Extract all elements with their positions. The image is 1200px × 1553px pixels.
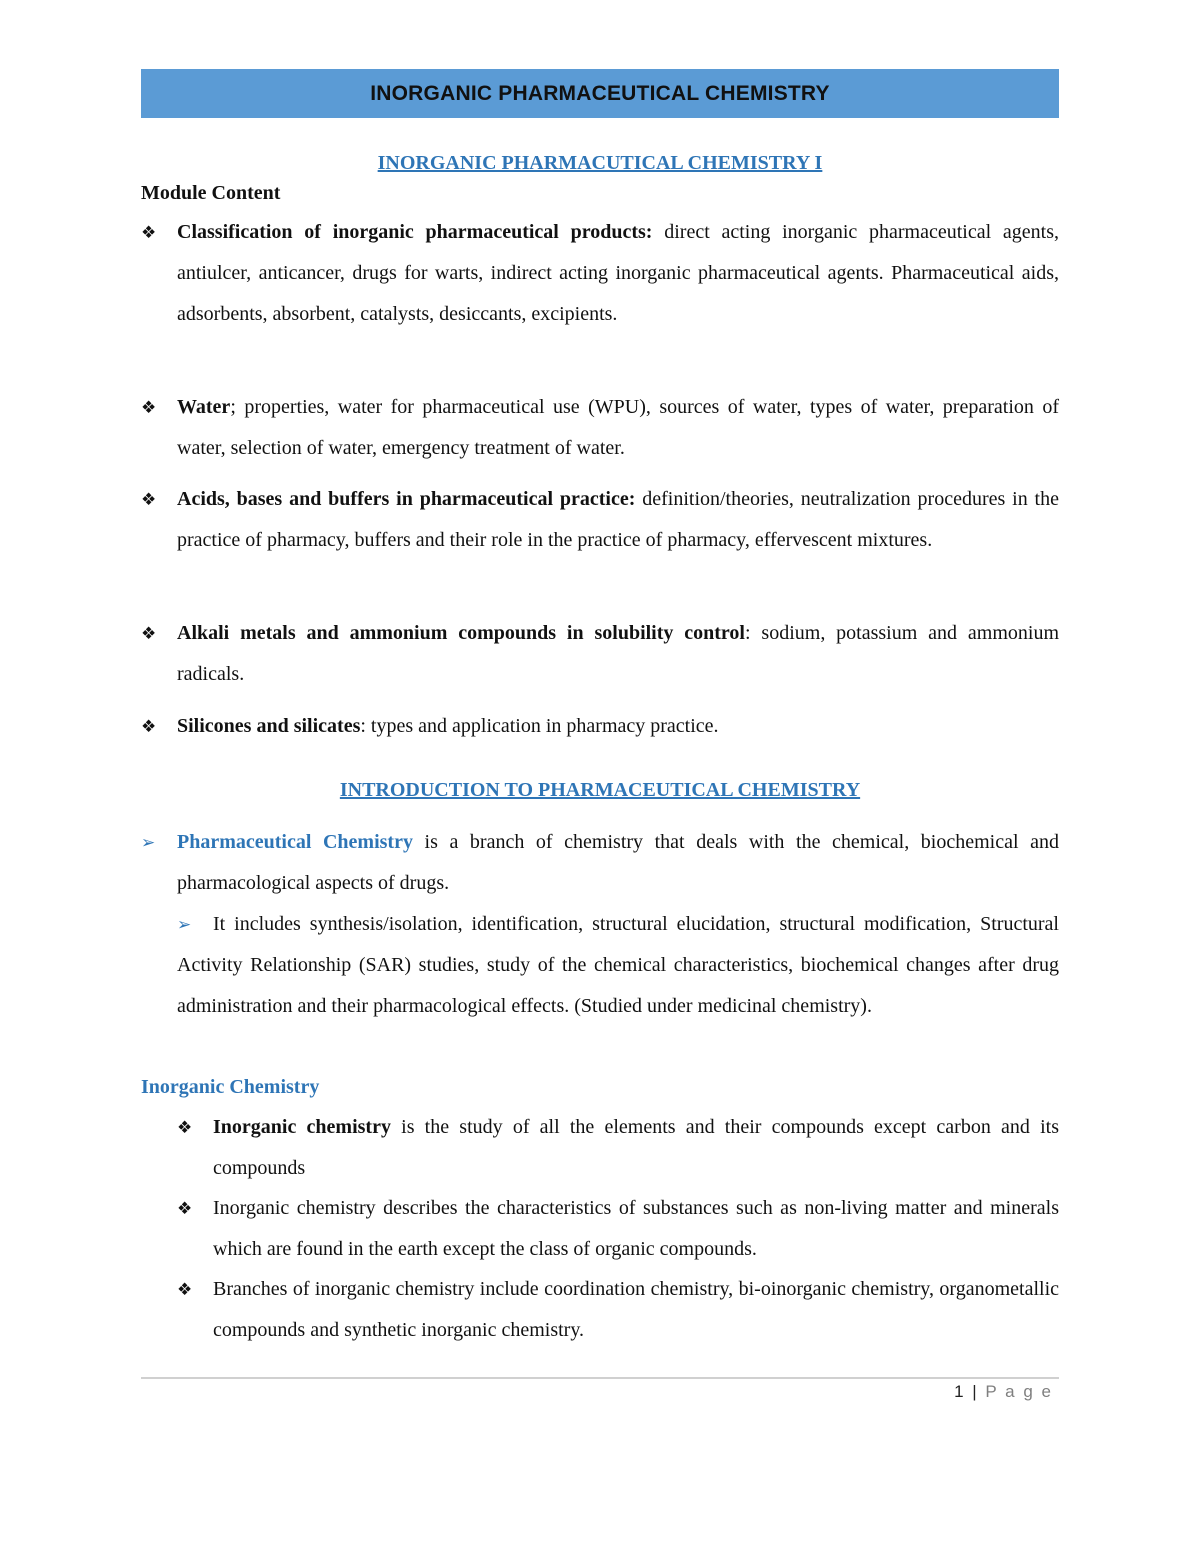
item-bold: Alkali metals and ammonium compounds in solubility control — [177, 622, 745, 644]
item-text: : types and application in pharmacy practice. — [360, 715, 719, 737]
section1-title: INORGANIC PHARMACUTICAL CHEMISTRY I — [377, 152, 823, 174]
list-item — [177, 904, 1059, 1027]
list-item — [141, 706, 1059, 747]
item-bold: Pharmaceutical Chemistry — [177, 831, 413, 853]
diamond-bullet-icon: ❖ — [141, 490, 157, 509]
diamond-bullet-icon: ❖ — [141, 223, 157, 242]
page-footer — [954, 1382, 1053, 1402]
list-item — [177, 1188, 1059, 1270]
item-text: is a branch of chemistry that deals with the chemical, biochemical and pharmacological aspects of drugs. — [177, 831, 1059, 894]
diamond-bullet-icon: ❖ — [177, 1118, 193, 1137]
diamond-bullet-icon: ❖ — [141, 717, 157, 736]
diamond-bullet-icon: ❖ — [177, 1280, 193, 1299]
item-bold: Silicones and silicates — [177, 715, 361, 737]
item-bold: Classification of inorganic pharmaceutical products: — [177, 221, 653, 243]
diamond-bullet-icon: ❖ — [141, 398, 157, 417]
list-item — [177, 1107, 1059, 1189]
section3-title: Inorganic Chemistry — [141, 1076, 320, 1098]
list-item — [141, 212, 1059, 335]
module-content-label: Module Content — [141, 182, 281, 204]
page-separator: | — [972, 1382, 979, 1401]
header-title: INORGANIC PHARMACEUTICAL CHEMISTRY — [370, 81, 830, 105]
header-bar — [141, 69, 1059, 118]
section2-title: INTRODUCTION TO PHARMACEUTICAL CHEMISTRY — [339, 779, 861, 801]
item-text: Branches of inorganic chemistry include coordination chemistry, bi-oinorganic chemistry, organometallic compounds and synthetic inorganic chemistry. — [213, 1278, 1059, 1341]
list-item — [141, 387, 1059, 469]
footer-divider — [141, 1377, 1059, 1379]
diamond-bullet-icon: ❖ — [141, 624, 157, 643]
item-text: is the study of all the elements and their compounds except carbon and its compounds — [213, 1116, 1059, 1179]
page-label: P a g e — [985, 1382, 1053, 1401]
item-text: definition/theories, neutralization procedures in the practice of pharmacy, buffers and their role in the practice of pharmacy, effervescent mixtures. — [177, 488, 1059, 551]
item-text: direct acting inorganic pharmaceutical agents, antiulcer, anticancer, drugs for warts, indirect acting inorganic pharmaceutical agents. Pharmaceutical aids, adsorbents, absorbent, catalysts, desiccants, excipients. — [177, 221, 1059, 325]
item-text: ; properties, water for pharmaceutical use (WPU), sources of water, types of water, preparation of water, selection of water, emergency treatment of water. — [177, 396, 1059, 459]
item-bold: Acids, bases and buffers in pharmaceutical practice: — [177, 488, 636, 510]
list-item — [141, 822, 1059, 904]
list-item — [141, 479, 1059, 561]
diamond-bullet-icon: ❖ — [177, 1199, 193, 1218]
item-bold: Inorganic chemistry — [213, 1116, 391, 1138]
item-text: : sodium, potassium and ammonium radicals. — [177, 622, 1060, 685]
item-text: It includes synthesis/isolation, identification, structural elucidation, structural modification, Structural Activity Relationship (SAR) studies, study of the chemical characteristics, biochemical changes after drug administration and their pharmacological effects. (Studied under medicinal chemistry). — [177, 913, 1059, 1017]
item-text: Inorganic chemistry describes the characteristics of substances such as non-living matter and minerals which are found in the earth except the class of organic compounds. — [213, 1197, 1059, 1260]
page-number: 1 — [954, 1382, 966, 1401]
arrow-bullet-icon: ➢ — [141, 833, 156, 852]
list-item — [177, 1269, 1059, 1351]
arrow-bullet-icon: ➢ — [177, 915, 192, 934]
item-bold: Water — [177, 396, 231, 418]
list-item — [141, 613, 1059, 695]
